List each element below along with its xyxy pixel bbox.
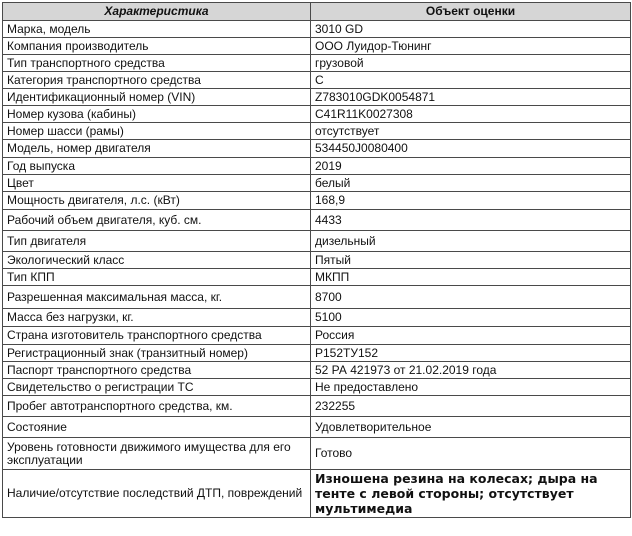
table-row [3,38,631,55]
row-value: Р152ТУ152 [311,345,631,362]
row-value: Удовлетворительное [311,417,631,438]
table-row [3,192,631,210]
table-row [3,175,631,192]
table-row [3,89,631,106]
table-row [3,269,631,286]
row-label: Регистрационный знак (транзитный номер) [3,345,311,362]
row-label: Мощность двигателя, л.с. (кВт) [3,192,311,210]
table-row [3,327,631,345]
table-row [3,21,631,38]
table-row [3,417,631,438]
row-label: Свидетельство о регистрации ТС [3,379,311,396]
table-row [3,345,631,362]
row-value: 52 РА 421973 от 21.02.2019 года [311,362,631,379]
row-label: Рабочий объем двигателя, куб. см. [3,210,311,231]
row-value: 4433 [311,210,631,231]
table-header-row [3,3,631,21]
row-value: С [311,72,631,89]
table-row [3,309,631,327]
table-row [3,140,631,158]
row-value: ООО Луидор-Тюнинг [311,38,631,55]
table-row [3,55,631,72]
table-row [3,210,631,231]
characteristics-table [2,2,631,518]
row-label: Состояние [3,417,311,438]
row-value: 232255 [311,396,631,417]
table-row [3,231,631,252]
row-label: Идентификационный номер (VIN) [3,89,311,106]
row-label: Категория транспортного средства [3,72,311,89]
row-label: Пробег автотранспортного средства, км. [3,396,311,417]
table-row [3,286,631,309]
table-row [3,123,631,140]
row-label: Уровень готовности движимого имущества для его эксплуатации [3,438,311,470]
row-label: Разрешенная максимальная масса, кг. [3,286,311,309]
row-label: Тип двигателя [3,231,311,252]
row-label: Тип транспортного средства [3,55,311,72]
row-value: белый [311,175,631,192]
row-label: Страна изготовитель транспортного средства [3,327,311,345]
row-label: Марка, модель [3,21,311,38]
row-label: Год выпуска [3,158,311,175]
row-label: Тип КПП [3,269,311,286]
table-row [3,158,631,175]
row-value: Готово [311,438,631,470]
row-value: 2019 [311,158,631,175]
row-label: Масса без нагрузки, кг. [3,309,311,327]
table-row [3,106,631,123]
row-value: Россия [311,327,631,345]
row-label: Номер шасси (рамы) [3,123,311,140]
table-row [3,252,631,269]
table-row [3,396,631,417]
table-row [3,438,631,470]
row-label: Цвет [3,175,311,192]
row-value: Z783010GDK0054871 [311,89,631,106]
row-value: дизельный [311,231,631,252]
row-value: 3010 GD [311,21,631,38]
row-value: 534450J0080400 [311,140,631,158]
table-row [3,379,631,396]
row-value: грузовой [311,55,631,72]
row-value: Пятый [311,252,631,269]
row-label: Номер кузова (кабины) [3,106,311,123]
table-row [3,362,631,379]
row-label: Компания производитель [3,38,311,55]
row-value: 5100 [311,309,631,327]
row-label: Наличие/отсутствие последствий ДТП, повреждений [3,470,311,518]
row-value: C41R11K0027308 [311,106,631,123]
column-header-characteristic: Характеристика [3,3,311,21]
row-value: Изношена резина на колесах; дыра на тенте с левой стороны; отсутствует мультимедиа [311,470,631,518]
row-label: Паспорт транспортного средства [3,362,311,379]
row-value: отсутствует [311,123,631,140]
row-label: Экологический класс [3,252,311,269]
table-row [3,470,631,518]
row-value: 168,9 [311,192,631,210]
table-row [3,72,631,89]
row-label: Модель, номер двигателя [3,140,311,158]
row-value: 8700 [311,286,631,309]
row-value: МКПП [311,269,631,286]
row-value: Не предоставлено [311,379,631,396]
column-header-object: Объект оценки [311,3,631,21]
